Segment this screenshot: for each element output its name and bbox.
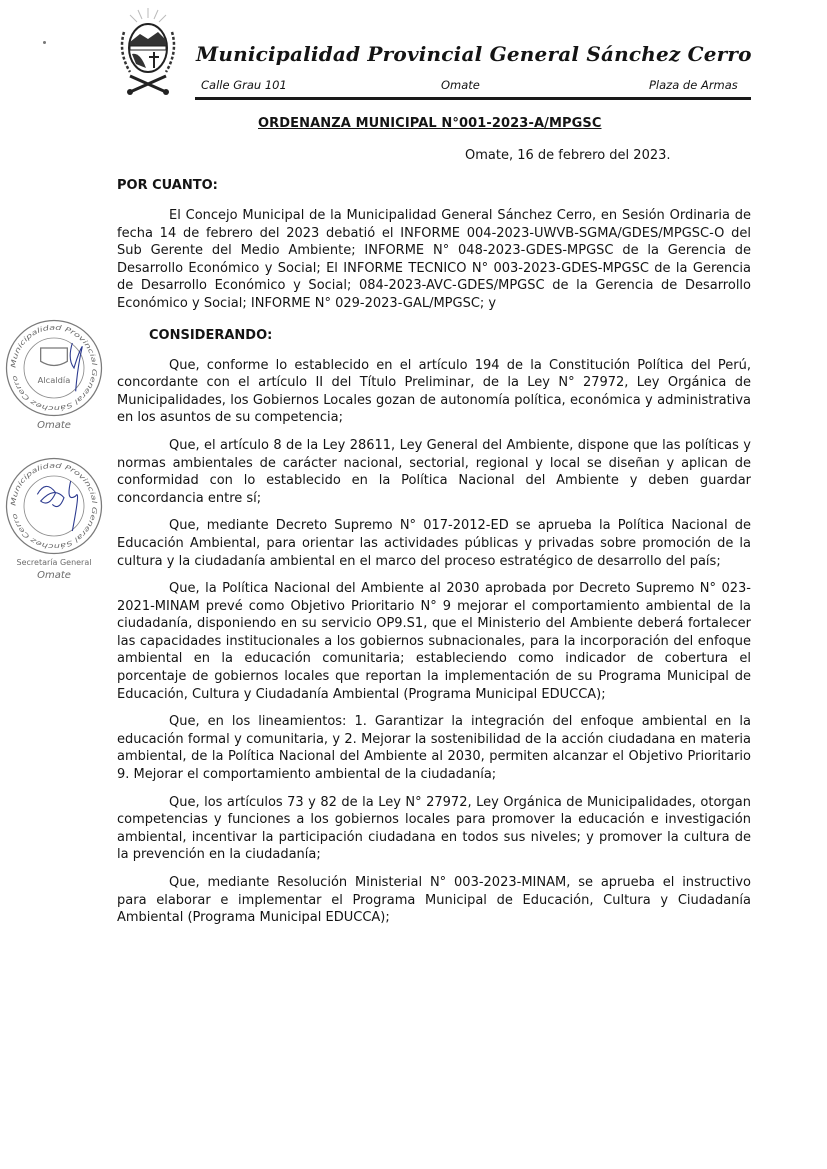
stamp-ring-text: Municipalidad Provincial General Sánchez Cerro [9, 323, 99, 413]
official-stamp-secretaria [4, 456, 104, 556]
address-street: Calle Grau 101 [201, 78, 287, 92]
address-city: Omate [441, 78, 480, 92]
stamp-center-label: Secretaría General [16, 558, 92, 567]
paragraph-considerando-6: Que, los artículos 73 y 82 de la Ley N° 27972, Ley Orgánica de Municipalidades, otorgan competencias y funciones a los gobiernos locales para promover la educación e investigación ambiental, incentivar la participación ciudadana en todos sus niveles; y promover la cultura de la prevención en la ciudadanía; [117, 794, 751, 863]
paragraph-considerando-4: Que, la Política Nacional del Ambiente al 2030 aprobada por Decreto Supremo N° 023-2021-MINAM prevé como Objetivo Prioritario N° 9 mejorar el comportamiento ambiental de la ciudadanía, disponiendo en su servicio OP9.S1, que el Ministerio del Ambiente deberá fortalecer las capacidades institucionales a los gobiernos subnacionales, para la incorporación del enfoque ambiental en la educación comunitaria; estableciendo como indicador de cobertura el porcentaje de gobiernos locales que reportan la implementación de su Programa Municipal de Educación, Cultura y Ciudadanía Ambiental (Programa Municipal EDUCCA); [117, 581, 751, 702]
scan-speck [43, 41, 46, 44]
document-title: ORDENANZA MUNICIPAL N°001-2023-A/MPGSC [258, 116, 602, 131]
paragraph-considerando-5: Que, en los lineamientos: 1. Garantizar la integración del enfoque ambiental en la educación formal y comunitaria, y 2. Mejorar la sostenibilidad de la acción ciudadana en materia ambiental, de la Política Nacional del Ambiente al 2030, permiten alcanzar el Objetivo Prioritario 9. Mejorar el comportamiento ambiental de la ciudadanía; [117, 714, 751, 783]
heading-considerando: CONSIDERANDO: [149, 327, 273, 343]
signature-mark [37, 481, 77, 531]
institution-name: Municipalidad Provincial General Sánchez Cerro [196, 42, 752, 66]
address-plaza: Plaza de Armas [649, 78, 738, 92]
stamp-bottom-label: Omate [37, 570, 71, 581]
paragraph-preamble: El Concejo Municipal de la Municipalidad General Sánchez Cerro, en Sesión Ordinaria de fecha 14 de febrero del 2023 debatió el INFORME 004-2023-UWVB-SGMA/GDES/MPGSC-O del Sub Gerente del Medio Ambiente; INFORME N° 048-2023-GDES-MPGSC de la Gerencia de Desarrollo Económico y Social; El INFORME TECNICO N° 003-2023-GDES-MPGSC de la Gerencia de Desarrollo Económico y Social; 084-2023-AVC-GDES/MPGSC de la Gerencia de Desarrollo Económico y Social; INFORME N° 029-2023-GAL/MPGSC; y [117, 208, 751, 311]
svg-text:Municipalidad Provincial Gener [9, 324, 98, 413]
paragraph-considerando-1: Que, conforme lo establecido en el artículo 194 de la Constitución Política del Perú, concordante con el artículo II del Título Preliminar, de la Ley N° 27972, Ley Orgánica de Municipalidades, los Gobiernos Locales gozan de autonomía política, económica y administrativa en los asuntos de su competencia; [117, 357, 751, 426]
document-body [117, 115, 751, 927]
header-divider [195, 97, 751, 100]
signature-mark [70, 343, 82, 391]
heading-por-cuanto: POR CUANTO: [117, 178, 218, 193]
official-stamp-alcaldia [4, 318, 104, 418]
stamp-ring-text: Municipalidad Provincial General Sánchez Cerro [9, 461, 99, 551]
paragraph-considerando-3: Que, mediante Decreto Supremo N° 017-2012-ED se aprueba la Política Nacional de Educación Ambiental, para orientar las actividades públicas y privadas sobre promoción de la cultura y la ciudadanía ambiental en el marco del proceso estratégico de desarrollo del país; [117, 518, 751, 569]
paragraph-considerando-2: Que, el artículo 8 de la Ley 28611, Ley General del Ambiente, dispone que las políticas y normas ambientales de carácter nacional, sectorial, regional y local se diseñan y aplican de conformidad con lo establecido en la Política Nacional del Ambiente y deben guardar concordancia entre sí; [117, 437, 751, 506]
document-date: Omate, 16 de febrero del 2023. [465, 148, 671, 163]
paragraph-considerando-7: Que, mediante Resolución Ministerial N° 003-2023-MINAM, se aprueba el instructivo para elaborar e implementar el Programa Municipal de Educación, Cultura y Ciudadanía Ambiental (Programa Municipal EDUCCA); [117, 875, 751, 926]
municipal-crest-icon [112, 6, 184, 102]
stamp-bottom-label: Omate [37, 420, 71, 431]
stamp-center-label: Alcaldía [37, 375, 71, 385]
